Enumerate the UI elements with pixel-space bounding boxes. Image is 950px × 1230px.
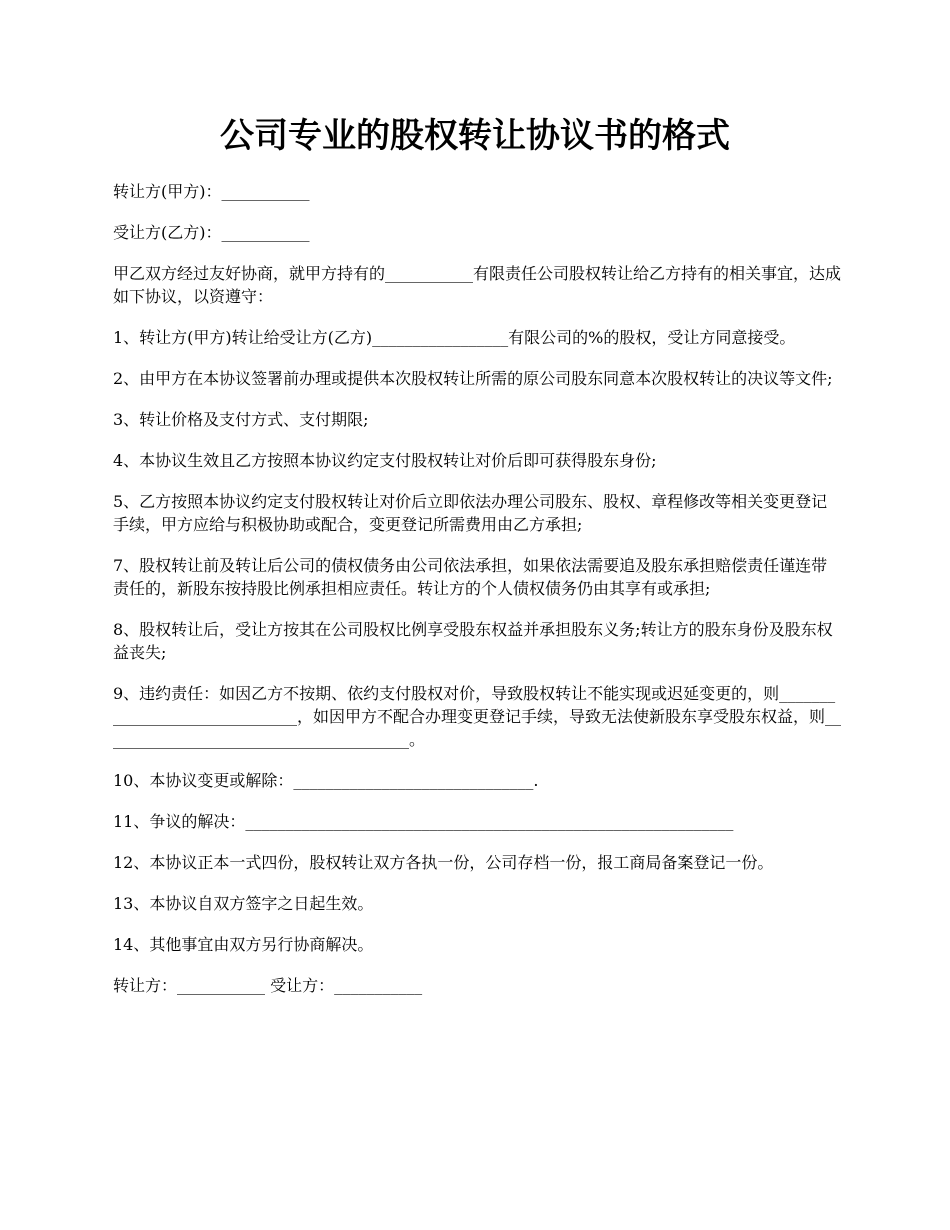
clause-7: 7、股权转让前及转让后公司的债权债务由公司依法承担，如果依法需要追及股东承担赔偿责任谨连带责任的，新股东按持股比例承担相应责任。转让方的个人债权债务仍由其享有或承担;	[113, 556, 828, 598]
paragraph-preamble: 甲乙双方经过友好协商，就甲方持有的___________有限责任公司股权转让给乙方持有的相关事宜，达成如下协议，以资遵守：	[113, 264, 842, 306]
clause-8: 8、股权转让后，受让方按其在公司股权比例享受股东权益并承担股东义务;转让方的股东身份及股东权益丧失;	[113, 620, 833, 662]
clause-1: 1、转让方(甲方)转让给受让方(乙方)_________________有限公司的%的股权，受让方同意接受。	[113, 328, 796, 347]
clause-12: 12、本协议正本一式四份，股权转让双方各执一份，公司存档一份，报工商局备案登记一份。	[113, 853, 774, 872]
clause-9: 9、违约责任：如因乙方不按期、依约支付股权对价，导致股权转让不能实现或迟延变更的，则______________________________，如因甲方不配合办理变更登记手续，导致无法使新股东享受股东权益，则_______________________________________。	[113, 684, 842, 749]
clause-2: 2、由甲方在本协议签署前办理或提供本次股权转让所需的原公司股东同意本次股权转让的决议等文件;	[113, 369, 833, 388]
clause-3: 3、转让价格及支付方式、支付期限;	[113, 410, 369, 429]
paragraph-transferor: 转让方(甲方)：___________	[113, 182, 310, 201]
document-title: 公司专业的股权转让协议书的格式	[220, 116, 730, 156]
clause-14: 14、其他事宜由双方另行协商解决。	[113, 935, 374, 954]
signature-line: 转让方：___________ 受让方：___________	[113, 976, 423, 995]
clause-10: 10、本协议变更或解除：______________________________.	[113, 771, 539, 790]
clause-13: 13、本协议自双方签字之日起生效。	[113, 894, 374, 913]
clause-5: 5、乙方按照本协议约定支付股权转让对价后立即依法办理公司股东、股权、章程修改等相关变更登记手续，甲方应给与积极协助或配合，变更登记所需费用由乙方承担;	[113, 492, 828, 534]
document-body	[113, 180, 841, 1015]
paragraph-transferee: 受让方(乙方)：___________	[113, 223, 310, 242]
clause-11: 11、争议的解决：_____________________________________________________________	[113, 812, 734, 831]
clause-4: 4、本协议生效且乙方按照本协议约定支付股权转让对价后即可获得股东身份;	[113, 451, 657, 470]
